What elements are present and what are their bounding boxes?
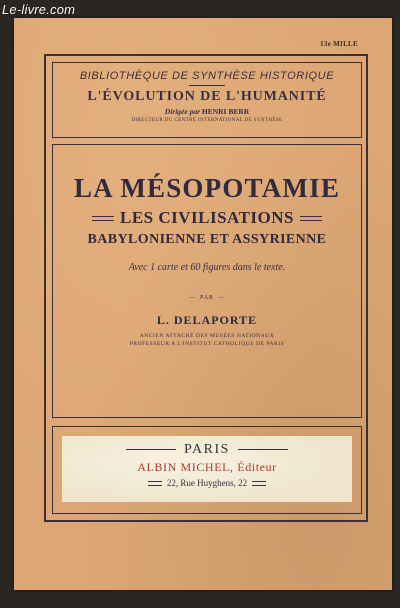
publisher-label — [62, 436, 352, 502]
subtitle-secondary: BABYLONIENNE ET ASSYRIENNE — [87, 232, 327, 247]
publisher-name: ALBIN MICHEL, Éditeur — [137, 460, 277, 474]
by-label: — PAR — — [53, 295, 361, 301]
book-title: LA MÉSOPOTAMIE — [73, 173, 341, 203]
series-title: BIBLIOTHÈQUE DE SYNTHÈSE HISTORIQUE — [79, 70, 335, 82]
title-box — [52, 144, 362, 418]
director-prefix: Dirigée par — [164, 107, 201, 116]
illustrations-mention: Avec 1 carte et 60 figures dans le texte. — [128, 262, 286, 273]
director-line — [53, 107, 361, 116]
author-role-line-1: ANCIEN ATTACHÉ DES MUSÉES NATIONAUX — [139, 333, 275, 339]
series-box — [52, 62, 362, 138]
double-rule-left — [92, 216, 114, 221]
divider — [189, 85, 225, 86]
director-role: DIRECTEUR DU CENTRE INTERNATIONAL DE SYNTHÈSE — [131, 118, 283, 123]
collection-title: L'ÉVOLUTION DE L'HUMANITÉ — [87, 89, 327, 104]
subtitle-row — [53, 208, 361, 228]
watermark: Le-livre.com — [2, 2, 76, 17]
author-role — [53, 332, 361, 348]
edition-label: 13e MILLE — [320, 40, 358, 48]
publisher-address: 22, Rue Huyghens, 22 — [62, 478, 352, 488]
double-rule-right — [300, 216, 322, 221]
author-name: L. DELAPORTE — [156, 313, 258, 327]
publisher-city: PARIS — [62, 442, 352, 458]
director-name: HENRI BERR — [201, 107, 250, 116]
subtitle-primary: LES CIVILISATIONS — [119, 208, 294, 227]
author-role-line-2: PROFESSEUR A L'INSTITUT CATHOLIQUE DE PARIS — [129, 341, 285, 347]
